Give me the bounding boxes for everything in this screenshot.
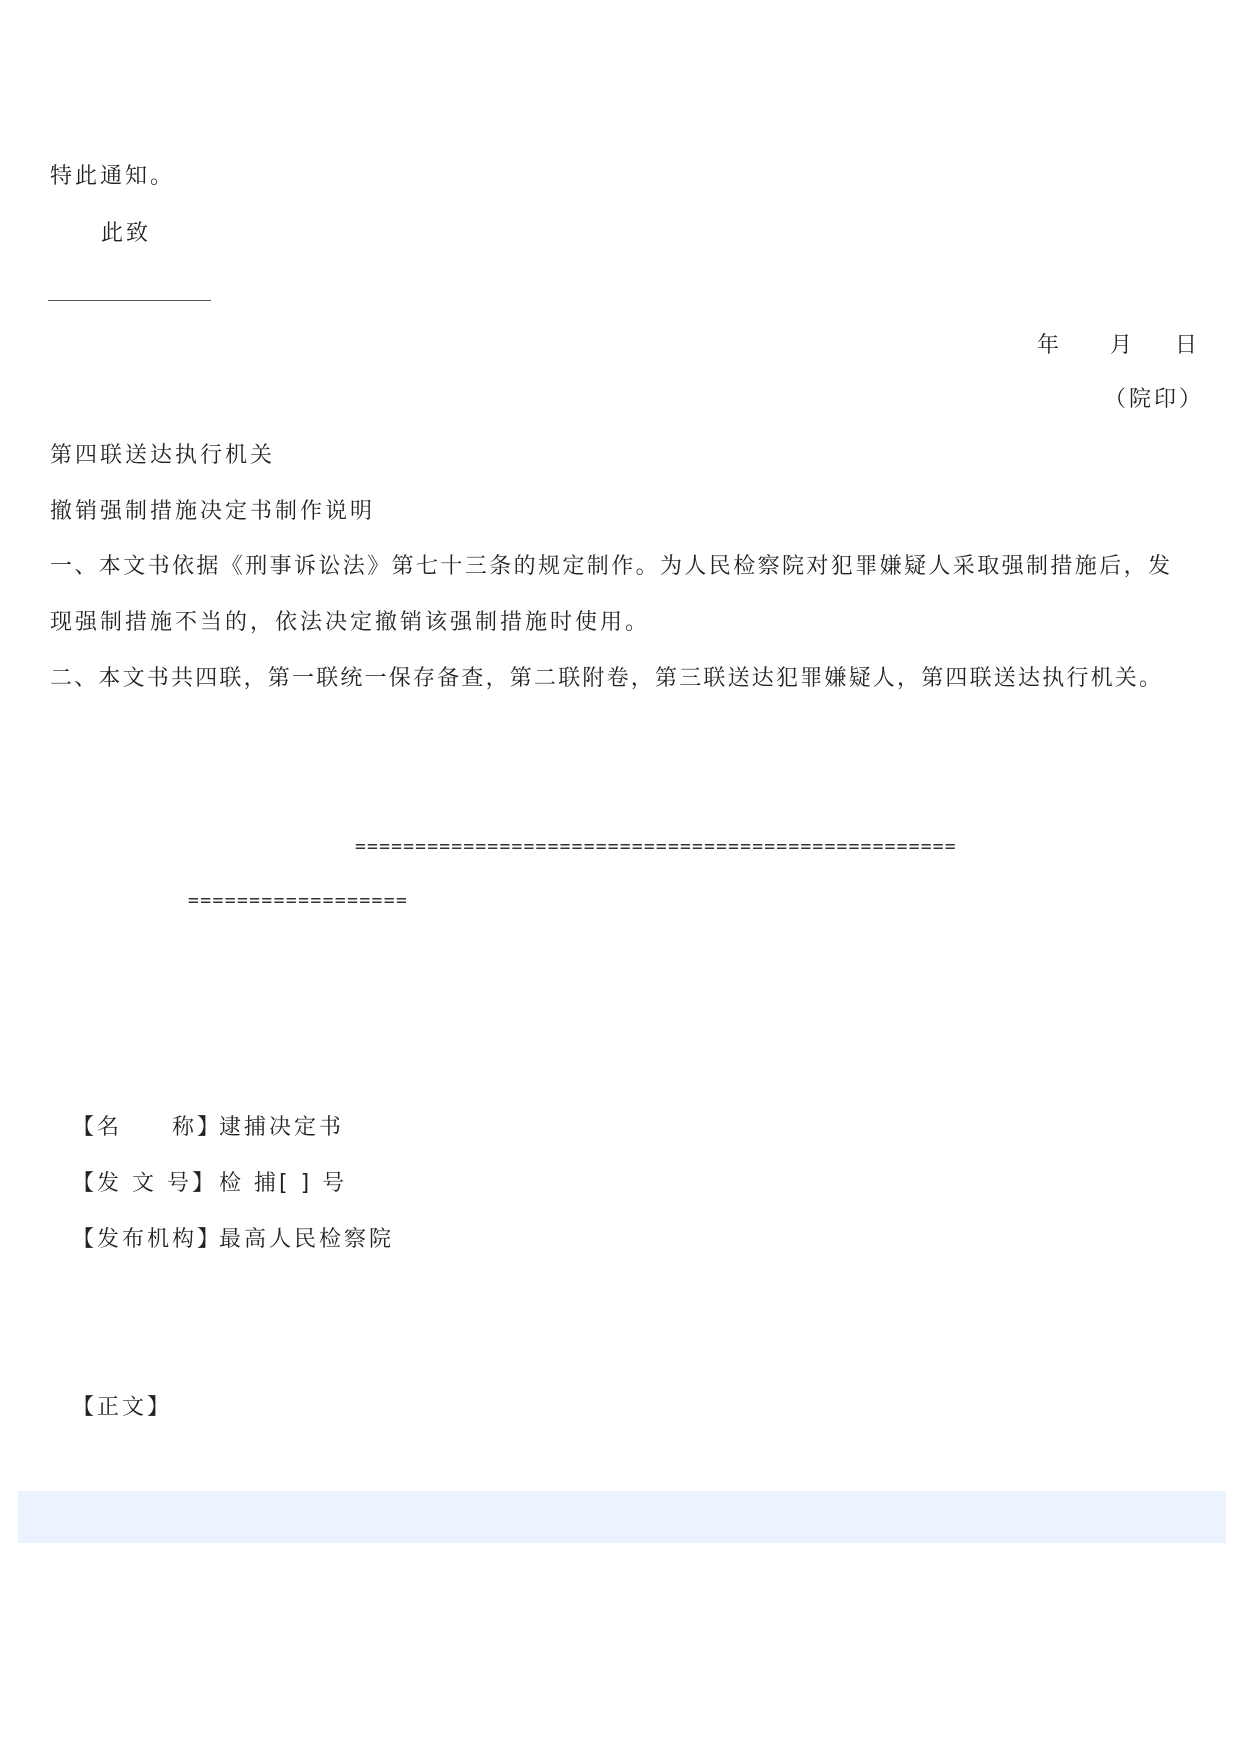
addressee-blank-line bbox=[48, 300, 211, 301]
seal-note: （院印） bbox=[1104, 387, 1205, 412]
closing-line: 特此通知。 bbox=[50, 164, 176, 189]
separator-long: ================================================== bbox=[355, 836, 957, 857]
highlight-band bbox=[18, 1491, 1226, 1543]
separator-short: ================== bbox=[188, 890, 409, 911]
date-day: 日 bbox=[1175, 333, 1201, 358]
meta-issuer-value: 最高人民检察院 bbox=[219, 1227, 395, 1252]
copy-four-label: 第四联送达执行机关 bbox=[50, 443, 276, 468]
meta-doc-number-value: 检 捕[ ] 号 bbox=[219, 1171, 348, 1196]
meta-issuer-label: 【发布机构】 bbox=[72, 1227, 223, 1252]
body-section-label: 【正文】 bbox=[72, 1395, 173, 1420]
instructions-title: 撤销强制措施决定书制作说明 bbox=[50, 499, 376, 524]
instruction-item-1-continued: 现强制措施不当的，依法决定撤销该强制措施时使用。 bbox=[50, 610, 651, 635]
meta-name-value: 逮捕决定书 bbox=[219, 1115, 345, 1140]
meta-name-label: 【名 称】 bbox=[72, 1115, 223, 1140]
instruction-item-1: 一、本文书依据《刑事诉讼法》第七十三条的规定制作。为人民检察院对犯罪嫌疑人采取强制措施后，发 bbox=[50, 554, 1173, 579]
meta-doc-number-label: 【发 文 号】 bbox=[72, 1171, 217, 1196]
instruction-item-2: 二、本文书共四联，第一联统一保存备查，第二联附卷，第三联送达犯罪嫌疑人，第四联送达执行机关。 bbox=[50, 666, 1164, 691]
date-month: 月 bbox=[1110, 333, 1136, 358]
date-year: 年 bbox=[1037, 333, 1063, 358]
salutation: 此致 bbox=[101, 221, 152, 246]
